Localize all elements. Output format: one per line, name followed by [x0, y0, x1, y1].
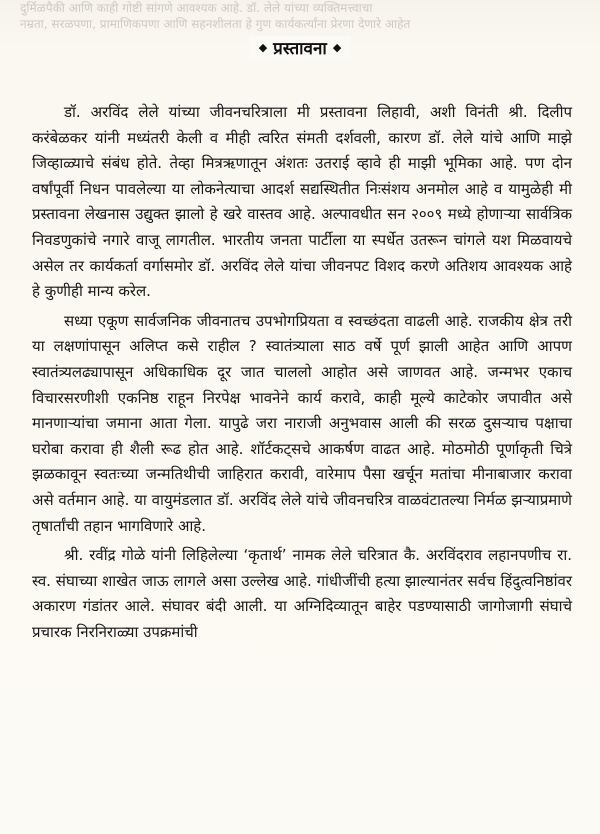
- page-heading: [249, 36, 352, 59]
- diamond-ornament-icon: ◆: [258, 40, 268, 54]
- heading-row: [0, 34, 600, 60]
- show-through-line: नम्रता, सरळपणा, प्रामाणिकपणा आणि सहनशीलता हे गुण कार्यकर्त्यांना प्रेरणा देणारे आहेत: [20, 17, 411, 31]
- heading-text: प्रस्तावना: [273, 38, 327, 59]
- show-through-text: [20, 0, 580, 34]
- paragraph: सध्या एकूण सार्वजनिक जीवनातच उपभोगप्रियता व स्वच्छंदता वाढली आहे. राजकीय क्षेत्र तरी या लक्षणांपासून अलिप्त कसे राहील ? स्वातंत्र्याला साठ वर्षे पूर्ण झाली आहेत आणि आपण स्वातंत्र्यलढ्यापासून अधिकाधिक दूर जात चाललो आहोत असे जाणवत आहे. जन्मभर एकाच विचारसरणीशी एकनिष्ठ राहून निरपेक्ष भावनेने कार्य करावे, काही मूल्ये काटेकोर जपावीत असे मानणाऱ्यांचा जमाना आता गेला. यापुढे जरा नाराजी अनुभवास आली की सरळ दुसऱ्याच पक्षाचा घरोबा करावा ही शैली रूढ होत आहे. शॉर्टकट्सचे आकर्षण वाढत आहे. मोठमोठी पूर्णाकृती चित्रे झळकावून स्वतःच्या जन्मतिथीची जाहिरात करावी, वारेमाप पैसा खर्चून मतांचा मीनाबाजार करावा असे वर्तमान आहे. या वायुमंडलात डॉ. अरविंद लेले यांचे जीवनचरित्र वाळवंटातल्या निर्मळ झऱ्याप्रमाणे तृषार्तांची तहान भागविणारे आहे.: [32, 311, 572, 535]
- diamond-ornament-icon: ◆: [332, 40, 342, 54]
- body-text: [32, 100, 572, 647]
- show-through-line: दुर्मिळपैकी आणि काही गोष्टी सांगणे आवश्यक आहे. डॉ. लेले यांच्या व्यक्तिमत्त्वाचा: [20, 1, 373, 15]
- paragraph: डॉ. अरविंद लेले यांच्या जीवनचरित्राला मी प्रस्तावना लिहावी, अशी विनंती श्री. दिलीप करंबेळकर यांनी मध्यंतरी केली व मीही त्वरित संमती दर्शवली, कारण डॉ. लेले यांचे आणि माझे जिव्हाळ्याचे संबंध होते. तेव्हा मित्रऋणातून अंशतः उतराई व्हावे ही माझी भूमिका आहे. पण दोन वर्षांपूर्वी निधन पावलेल्या या लोकनेत्याचा आदर्श सद्यस्थितीत निःसंशय अनमोल आहे व यामुळेही मी प्रस्तावना लेखनास उद्युक्त झालो हे खरे वास्तव आहे. अल्पावधीत सन २००९ मध्ये होणाऱ्या सार्वत्रिक निवडणुकांचे नगारे वाजू लागतील. भारतीय जनता पार्टीला या स्पर्धेत उतरून चांगले यश मिळवायचे असेल तर कार्यकर्ता वर्गासमोर डॉ. अरविंद लेले यांचा जीवनपट विशद करणे अतिशय आवश्यक आहे हे कुणीही मान्य करेल.: [32, 103, 572, 301]
- paragraph: श्री. रवींद्र गोळे यांनी लिहिलेल्या ‘कृतार्थ’ नामक लेले चरित्रात कै. अरविंदराव लहानपणीच रा. स्व. संघाच्या शाखेत जाऊ लागले असा उल्लेख आहे. गांधीजींची हत्या झाल्यानंतर सर्वच हिंदुत्वनिष्ठांवर अकारण गंडांतर आले. संघावर बंदी आली. या अग्निदिव्यातून बाहेर पडण्यासाठी जागोजागी संघाचे प्रचारक निरनिराळ्या उपक्रमांची: [32, 546, 572, 641]
